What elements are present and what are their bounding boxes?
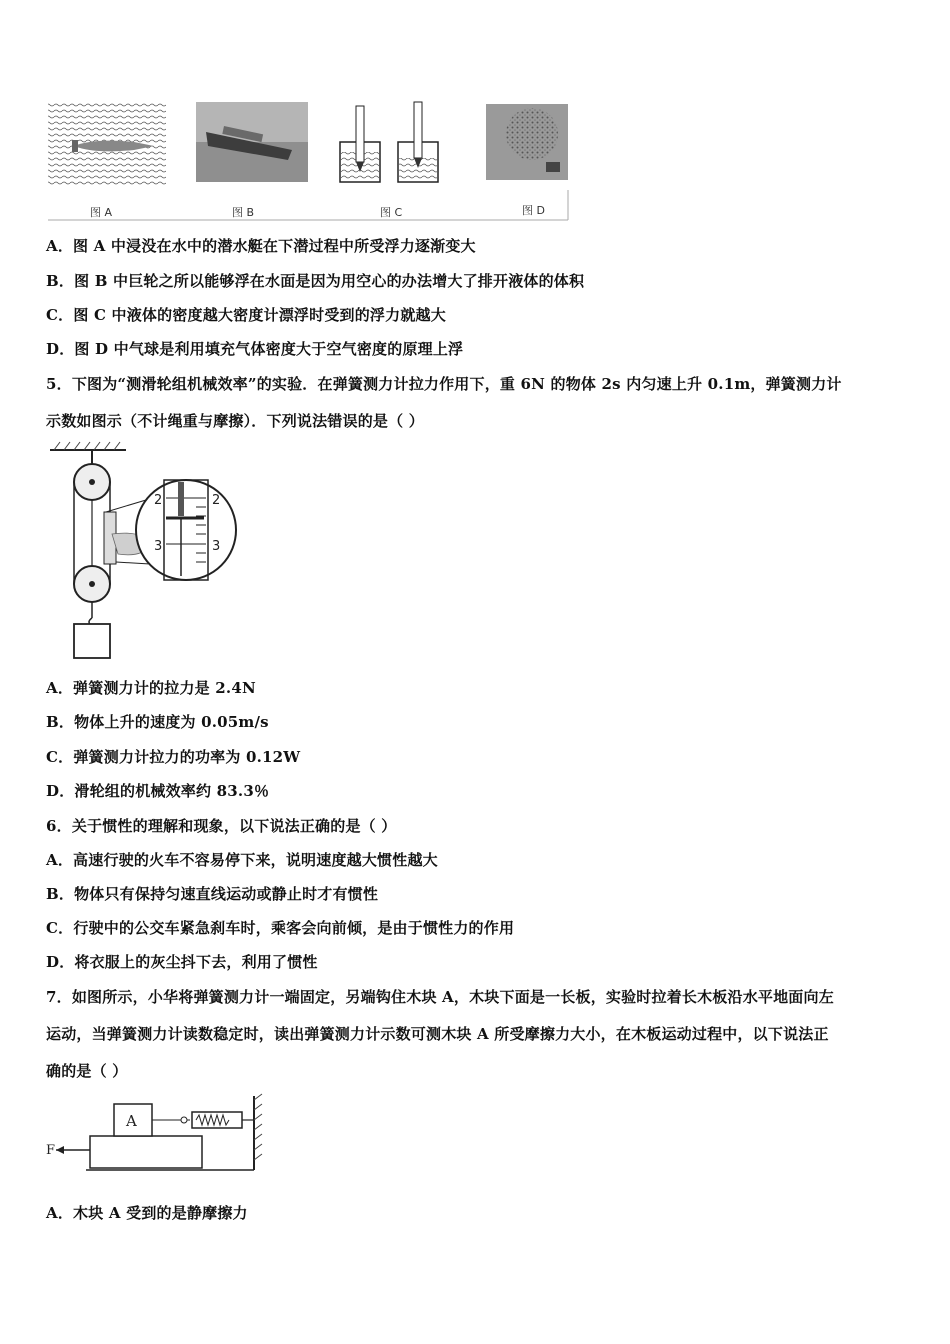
q7-stem-line1: 7．如图所示，小华将弹簧测力计一端固定，另端钩住木块 A，木块下面是一长板，实验时拉着长木板沿水平地面向左 xyxy=(46,988,834,1006)
q7-stem-line3: 确的是（ ） xyxy=(46,1062,128,1080)
q5-option-c: C．弹簧测力计拉力的功率为 0.12W xyxy=(46,748,301,766)
caption-figure-c: 图 C xyxy=(380,206,403,219)
q6-stem: 6．关于惯性的理解和现象，以下说法正确的是（ ） xyxy=(46,817,397,835)
figure-b-ship xyxy=(196,102,308,182)
q5-option-d: D．滑轮组的机械效率约 83.3％ xyxy=(46,782,270,800)
caption-figure-b: 图 B xyxy=(232,206,255,219)
q4-option-d: D．图 D 中气球是利用填充气体密度大于空气密度的原理上浮 xyxy=(46,340,464,358)
q7-stem-line2: 运动，当弹簧测力计读数稳定时，读出弹簧测力计示数可测木块 A 所受摩擦力大小，在木板运动过程中，以下说法正 xyxy=(46,1025,829,1043)
q6-option-d: D．将衣服上的灰尘抖下去，利用了惯性 xyxy=(46,953,318,971)
q6-option-c: C．行驶中的公交车紧急刹车时，乘客会向前倾，是由于惯性力的作用 xyxy=(46,919,515,937)
pulley-figure xyxy=(46,438,242,662)
q6-option-a: A．高速行驶的火车不容易停下来，说明速度越大惯性越大 xyxy=(46,851,438,869)
scale-label-2-right: 2 xyxy=(212,493,221,508)
q4-option-a: A．图 A 中浸没在水中的潜水艇在下潜过程中所受浮力逐渐变大 xyxy=(46,237,476,255)
q5-stem-line1: 5．下图为“测滑轮组机械效率”的实验．在弹簧测力计拉力作用下，重 6N 的物体 2s 内匀速上升 0.1m，弹簧测力计 xyxy=(46,375,842,393)
q5-option-a: A．弹簧测力计的拉力是 2.4N xyxy=(46,679,256,697)
figure-d-balloon xyxy=(486,104,568,180)
scale-label-2: 2 xyxy=(154,493,163,508)
q6-option-b: B．物体只有保持匀速直线运动或静止时才有惯性 xyxy=(46,885,379,903)
figure-a-submarine xyxy=(48,102,166,186)
q5-stem-line2: 示数如图示（不计绳重与摩擦）．下列说法错误的是（ ） xyxy=(46,412,424,430)
caption-figure-a: 图 A xyxy=(90,206,113,219)
figure-row-svg xyxy=(46,96,570,224)
friction-figure xyxy=(46,1090,266,1178)
scale-label-3-right: 3 xyxy=(212,539,221,554)
scale-label-3: 3 xyxy=(154,539,163,554)
q5-option-b: B．物体上升的速度为 0.05m/s xyxy=(46,713,269,731)
friction-figure-svg xyxy=(46,1090,266,1178)
figure-row-buoyancy xyxy=(46,96,570,224)
pulley-figure-svg xyxy=(46,438,242,662)
q4-option-c: C．图 C 中液体的密度越大密度计漂浮时受到的浮力就越大 xyxy=(46,306,446,324)
q4-option-b: B．图 B 中巨轮之所以能够浮在水面是因为用空心的办法增大了排开液体的体积 xyxy=(46,272,585,290)
block-a-label: A xyxy=(126,1112,137,1130)
force-f-label: F xyxy=(46,1143,56,1158)
caption-figure-d: 图 D xyxy=(522,204,545,217)
q7-option-a: A．木块 A 受到的是静摩擦力 xyxy=(46,1204,248,1222)
figure-c-densitometers xyxy=(340,102,438,182)
